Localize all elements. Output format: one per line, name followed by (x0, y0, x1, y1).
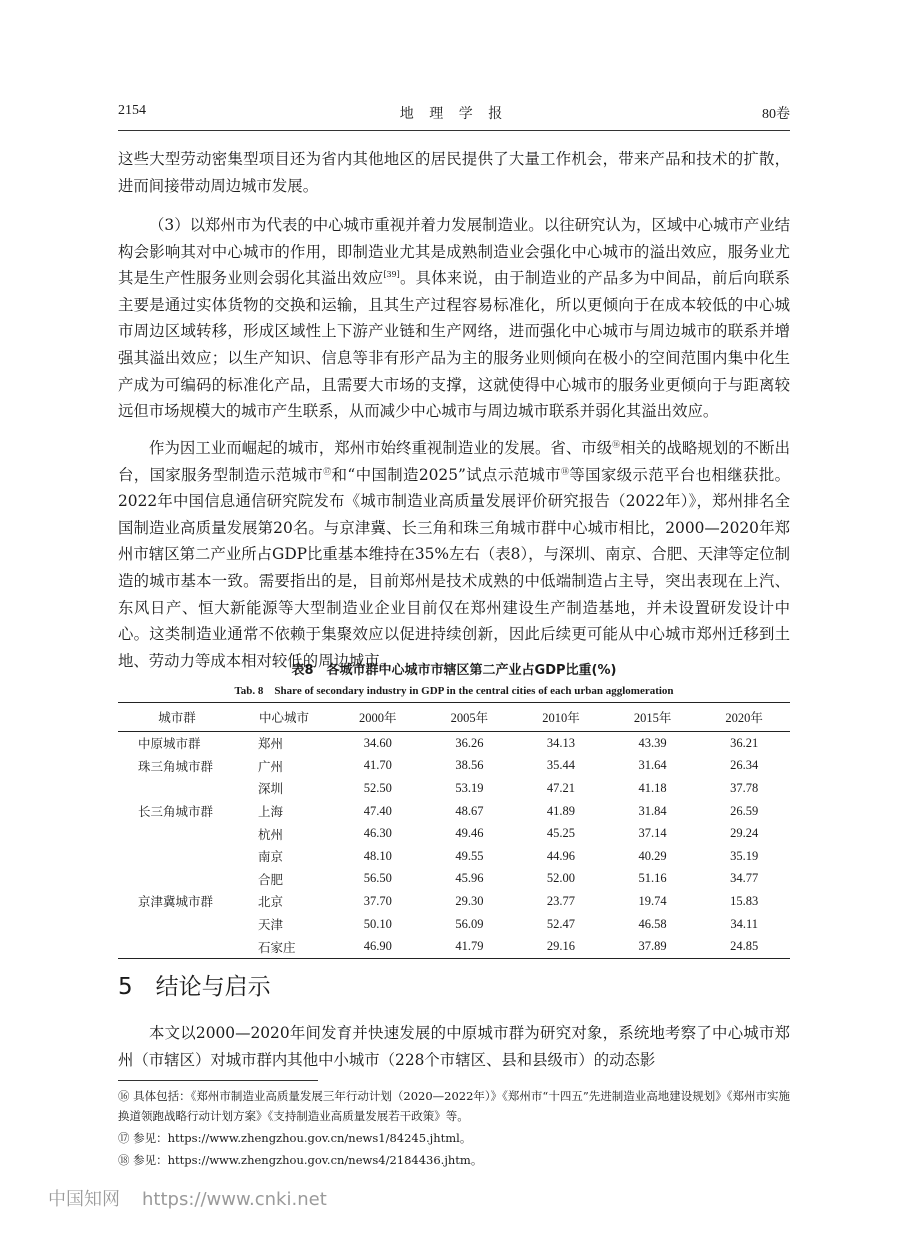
cell-urban-agglomeration: 中原城市群 (138, 737, 201, 752)
table-header-row (118, 703, 790, 732)
cell-gdp-share: 47.21 (546, 780, 576, 795)
cell-gdp-share: 19.74 (638, 893, 667, 908)
cell-urban-agglomeration (118, 822, 236, 845)
cnki-url[interactable]: https://www.cnki.net (142, 1189, 327, 1210)
cell-gdp-share: 36.21 (730, 735, 759, 750)
cell-gdp-share: 34.13 (546, 735, 576, 750)
gdp-share-table (118, 702, 790, 959)
cell-gdp-share: 52.47 (546, 916, 576, 931)
table-row (118, 913, 790, 936)
cell-central-city: 杭州 (258, 827, 284, 842)
col-header: 2020年 (698, 703, 790, 732)
paragraph-manufacturing-focus (118, 212, 790, 425)
citation-ref[interactable]: [39] (383, 270, 400, 280)
cell-gdp-share: 15.83 (730, 893, 759, 908)
paragraph-text: 和“中国制造2025”试点示范城市 (331, 465, 561, 484)
cell-central-city: 天津 (258, 918, 284, 933)
table-row (118, 822, 790, 845)
cell-gdp-share: 37.70 (363, 893, 392, 908)
cell-gdp-share: 26.34 (730, 758, 759, 773)
cell-gdp-share: 36.26 (455, 735, 484, 750)
cell-gdp-share: 37.14 (638, 826, 667, 841)
cell-central-city: 石家庄 (236, 935, 332, 958)
cell-gdp-share: 46.58 (638, 916, 667, 931)
cell-gdp-share: 56.09 (455, 916, 484, 931)
cell-gdp-share: 37.89 (607, 935, 699, 958)
cell-gdp-share: 52.50 (363, 780, 392, 795)
cell-urban-agglomeration (118, 935, 236, 958)
cell-gdp-share: 41.18 (638, 780, 667, 795)
cell-central-city: 深圳 (258, 782, 284, 797)
cell-gdp-share: 35.44 (546, 758, 576, 773)
cell-central-city: 北京 (258, 895, 284, 910)
footnote-18: ⑱ 参见：https://www.zhengzhou.gov.cn/news4/2184436.jhtm。 (118, 1153, 483, 1167)
cell-urban-agglomeration: 京津冀城市群 (138, 895, 214, 910)
paragraph-text: 相关的战略规划的不断出台，国家服务型制造示范城市 (118, 439, 790, 484)
cell-gdp-share: 48.10 (363, 848, 392, 863)
cell-gdp-share: 26.59 (730, 803, 759, 818)
cell-gdp-share: 50.10 (363, 916, 392, 931)
paragraph-text: 作为因工业而崛起的城市，郑州市始终重视制造业的发展。省、市级 (149, 439, 613, 457)
cell-gdp-share: 41.79 (424, 935, 516, 958)
table-row (118, 845, 790, 868)
cell-gdp-share: 45.96 (455, 871, 484, 886)
paragraph-conclusion: 本文以2000—2020年间发育并快速发展的中原城市群为研究对象，系统地考察了中心城市郑州（市辖区）对城市群内其他中小城市（228个市辖区、县和县级市）的动态影 (118, 1024, 790, 1069)
table-caption-en: Tab. 8 Share of secondary industry in GDP in the central cities of each urban agglomeration (234, 685, 674, 697)
cell-gdp-share: 31.64 (638, 758, 667, 773)
cell-urban-agglomeration (118, 913, 236, 936)
cnki-watermark (48, 1185, 327, 1211)
cell-gdp-share: 29.16 (515, 935, 607, 958)
table-row (118, 732, 790, 755)
cell-gdp-share: 48.67 (455, 803, 484, 818)
running-header (118, 96, 790, 131)
cell-gdp-share: 46.30 (363, 826, 392, 841)
col-header: 中心城市 (236, 703, 332, 732)
col-header: 2005年 (424, 703, 516, 732)
cell-gdp-share: 24.85 (698, 935, 790, 958)
col-header: 2000年 (332, 703, 424, 732)
table-row (118, 890, 790, 913)
col-header: 2015年 (607, 703, 699, 732)
cell-gdp-share: 45.25 (546, 826, 576, 841)
cell-gdp-share: 34.77 (730, 871, 759, 886)
footnote-ref-16[interactable]: ⑯ (612, 440, 621, 449)
cell-gdp-share: 23.77 (546, 893, 576, 908)
section-heading: 5 结论与启示 (118, 974, 271, 1000)
footnote-divider (118, 1080, 318, 1081)
footnote-17: ⑰ 参见：https://www.zhengzhou.gov.cn/news1/84245.jhtml。 (118, 1131, 472, 1145)
cell-central-city: 郑州 (258, 737, 284, 752)
cell-gdp-share: 35.19 (730, 848, 759, 863)
journal-title: 地 理 学 报 (399, 107, 509, 122)
cnki-brand: 中国知网 (48, 1189, 120, 1210)
table-row (118, 935, 790, 958)
footnote-ref-17[interactable]: ⑰ (323, 466, 332, 476)
col-header: 2010年 (515, 703, 607, 732)
cell-urban-agglomeration: 长三角城市群 (138, 805, 214, 820)
table-row (118, 777, 790, 800)
cell-gdp-share: 34.11 (730, 916, 759, 931)
table-body (118, 732, 790, 959)
table-row (118, 755, 790, 778)
footnote-ref-18[interactable]: ⑱ (560, 466, 570, 476)
cell-gdp-share: 53.19 (455, 780, 484, 795)
cell-gdp-share: 49.55 (455, 848, 484, 863)
paragraph-text: （3）以郑州市为代表的中心城市重视并着力发展制造业。以往研究认为，区域中心城市产业结构会影响其对中心城市的作用，即制造业尤其是成熟制造业会强化中心城市的溢出效应，服务业尤其是生产性服务业则会弱化其溢出效应 (118, 216, 790, 288)
paragraph-zhengzhou-industry (118, 435, 790, 674)
cell-urban-agglomeration (118, 868, 236, 891)
cell-central-city: 广州 (258, 759, 284, 774)
table-caption-cn: 表8 各城市群中心城市市辖区第二产业占GDP比重(%) (291, 663, 617, 678)
cell-gdp-share: 47.40 (363, 803, 392, 818)
cell-gdp-share: 29.24 (730, 826, 759, 841)
cell-gdp-share: 38.56 (455, 758, 484, 773)
cell-urban-agglomeration (118, 845, 236, 868)
cell-gdp-share: 40.29 (638, 848, 667, 863)
cell-gdp-share: 52.00 (546, 871, 576, 886)
cell-central-city: 合肥 (258, 872, 284, 887)
volume-number: 80卷 (762, 107, 790, 122)
table-row (118, 800, 790, 823)
cell-gdp-share: 34.60 (363, 735, 392, 750)
cell-gdp-share: 49.46 (455, 826, 484, 841)
cell-gdp-share: 46.90 (332, 935, 424, 958)
cell-gdp-share: 41.70 (363, 758, 392, 773)
cell-gdp-share: 29.30 (455, 893, 484, 908)
cell-gdp-share: 51.16 (638, 871, 667, 886)
paragraph-text: 。具体来说，由于制造业的产品多为中间品，前后向联系主要是通过实体货物的交换和运输，且其生产过程容易标准化，所以更倾向于在成本较低的中心城市周边区域转移，形成区域性上下游产业链和生产网络，进而强化中心城市与周边城市的联系并增强其溢出效应；以生产知识、信息等非有形产品为主的服务业则倾向在极小的空间范围内集中化生产成为可编码的标准化产品，且需要大市场的支撑，这就使得中心城市的服务业更倾向于与距离较远但市场规模大的城市产生联系，从而减少中心城市与周边城市联系并弱化其溢出效应。 (118, 269, 790, 421)
paragraph-continued: 这些大型劳动密集型项目还为省内其他地区的居民提供了大量工作机会，带来产品和技术的扩散，进而间接带动周边城市发展。 (118, 150, 790, 195)
cell-gdp-share: 56.50 (363, 871, 392, 886)
cell-gdp-share: 31.84 (638, 803, 667, 818)
cell-gdp-share: 37.78 (730, 780, 759, 795)
cell-gdp-share: 44.96 (546, 848, 576, 863)
cell-gdp-share: 43.39 (638, 735, 667, 750)
cell-central-city: 上海 (258, 805, 284, 820)
table-row (118, 868, 790, 891)
paragraph-text: 等国家级示范平台也相继获批。2022年中国信息通信研究院发布《城市制造业高质量发展评价研究报告（2022年）》，郑州排名全国制造业高质量发展第20名。与京津冀、长三角和珠三角城市群中心城市相比，2000—2020年郑州市辖区第二产业所占GDP比重基本维持在35%左右（表8），与深圳、南京、合肥、天津等定位制造的城市基本一致。需要指出的是，目前郑州是技术成熟的中低端制造占主导，突出表现在上汽、东风日产、恒大新能源等大型制造业企业目前仅在郑州建设生产制造基地，并未设置研发设计中心。这类制造业通常不依赖于集聚效应以促进持续创新，因此后续更可能从中心城市郑州迁移到土地、劳动力等成本相对较低的周边城市。 (118, 465, 791, 670)
page-number: 2154 (118, 103, 146, 118)
col-header: 城市群 (118, 703, 236, 732)
cell-gdp-share: 41.89 (546, 803, 576, 818)
cell-urban-agglomeration: 珠三角城市群 (138, 759, 214, 774)
footnote-16: ⑯ 具体包括：《郑州市制造业高质量发展三年行动计划（2020—2022年）》《郑州市“十四五”先进制造业高地建设规划》《郑州市实施换道领跑战略行动计划方案》《支持制造业高质量发展若干政策》等。 (118, 1089, 790, 1123)
cell-central-city: 南京 (258, 850, 284, 865)
cell-urban-agglomeration (118, 777, 236, 800)
